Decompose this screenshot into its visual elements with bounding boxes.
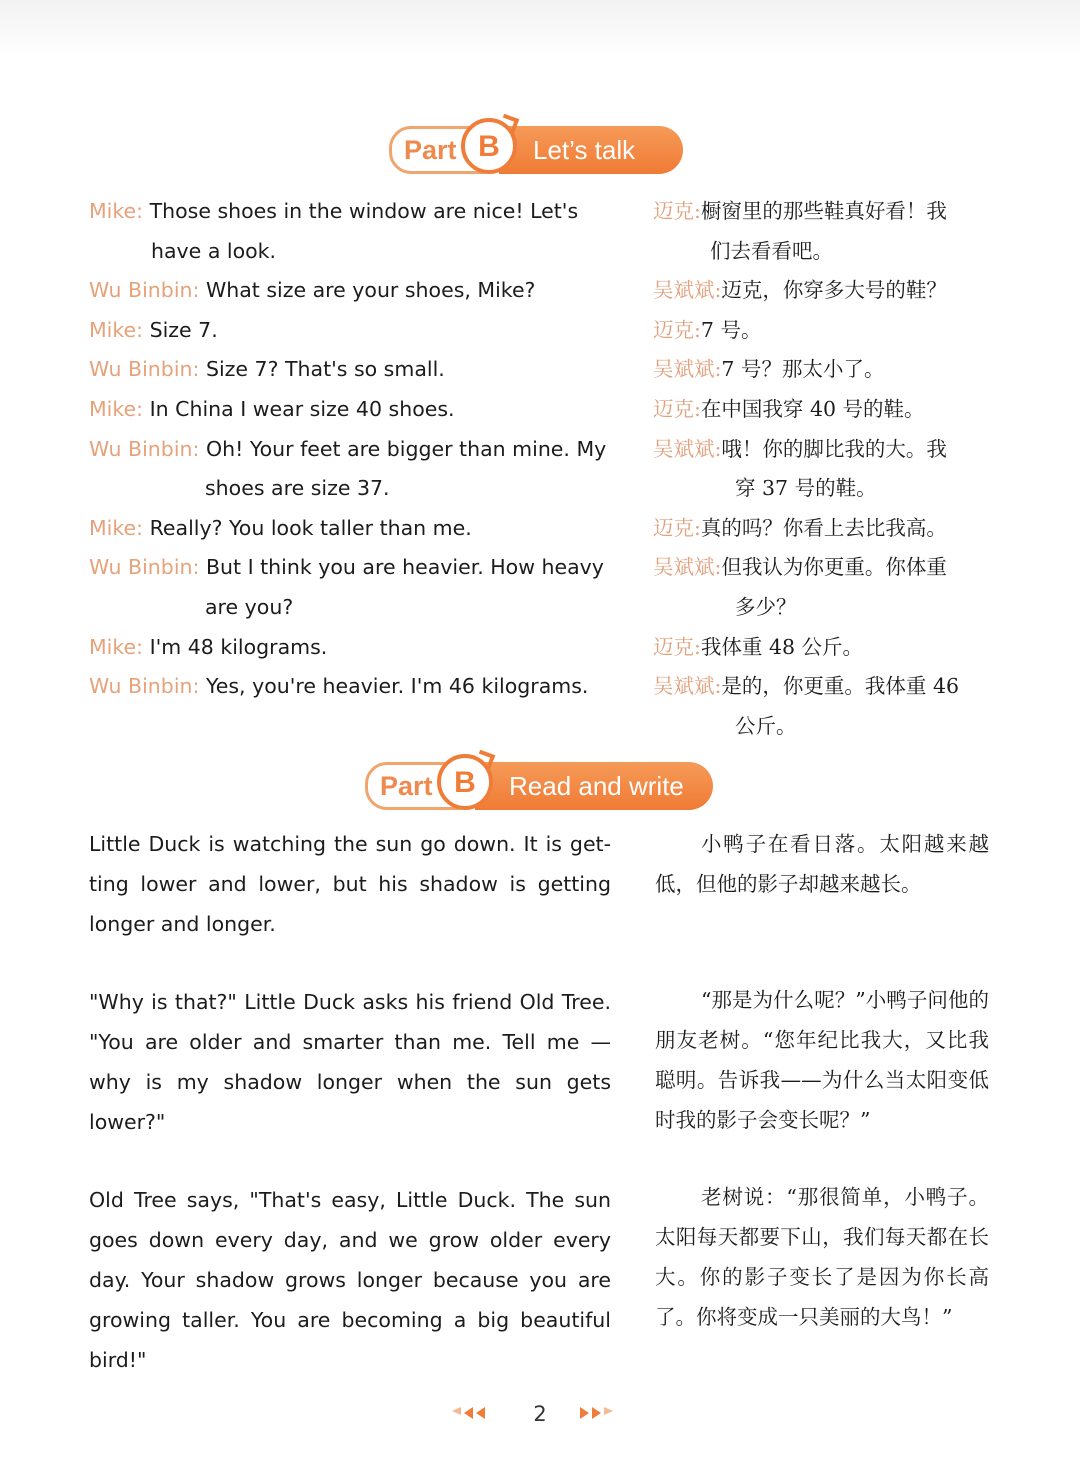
section-banner-read: [365, 754, 715, 814]
dialogue-text: In China I wear size 40 shoes.: [149, 397, 455, 421]
dialogue-text: Yes, you're heavier. I'm 46 kilograms.: [205, 674, 589, 699]
speaker-name: 迈克:: [653, 199, 701, 223]
dialogue-line: [653, 313, 761, 343]
dialogue-continuation: 多少？: [735, 595, 797, 619]
part-label: Part: [389, 126, 504, 174]
dialogue-text: Those shoes in the window are nice! Let's: [149, 199, 579, 223]
reading-translation-2: “那是为什么呢？”小鸭子问他的朋友老树。“您年纪比我大，又比我聪明。告诉我——为什么当太阳变低时我的影子会变长呢？”: [655, 988, 989, 1132]
dialogue-continuation: 公斤。: [735, 713, 797, 738]
dialogue-line: [89, 437, 606, 461]
dialogue-line: [653, 194, 947, 224]
speaker-name: 吴斌斌:: [653, 555, 722, 580]
speaker-name: Mike:: [89, 199, 144, 223]
dialogue-text: 迈克，你穿多大号的鞋？: [721, 278, 947, 303]
dialogue-line: [653, 511, 947, 541]
dialogue-text: But I think you are heavier. How heavy: [205, 555, 604, 580]
reading-translation-1: 小鸭子在看日落。太阳越来越低，但他的影子却越来越长。: [655, 832, 989, 896]
dialogue-text: Size 7? That's so small.: [205, 357, 445, 382]
speaker-name: Wu Binbin:: [89, 555, 200, 580]
section-banner-talk: [389, 118, 683, 178]
speaker-name: Wu Binbin:: [89, 674, 200, 699]
dialogue-continuation: have a look.: [151, 238, 277, 263]
dialogue-continuation: shoes are size 37.: [205, 476, 390, 501]
dialogue-line: [89, 635, 327, 659]
dialogue-continuation: 们去看看吧。: [710, 238, 833, 263]
previous-page-arrows-icon[interactable]: [452, 1407, 485, 1427]
dialogue-continuation: are you?: [205, 595, 294, 619]
speaker-name: 吴斌斌:: [653, 674, 722, 699]
reading-paragraph-3: Old Tree says, "That's easy, Little Duck. The sun goes down every day, and we grow older every day. Your shadow grows longer because you are growing taller. You are becoming a big beautiful bird!": [89, 1188, 611, 1372]
part-letter-badge: B: [437, 754, 493, 810]
dialogue-text: 7 号。: [700, 317, 762, 342]
speaker-name: 吴斌斌:: [653, 278, 722, 303]
dialogue-line: [89, 318, 218, 342]
dialogue-line: [89, 674, 588, 698]
dialogue-text: 我体重 48 公斤。: [700, 634, 864, 659]
dialogue-text: I'm 48 kilograms.: [149, 634, 328, 659]
dialogue-line: [89, 278, 535, 302]
section-title: Let’s talk: [499, 126, 683, 174]
dialogue-text: 橱窗里的那些鞋真好看！我: [700, 199, 947, 223]
dialogue-line: [653, 630, 863, 660]
dialogue-text: 但我认为你更重。你体重: [721, 555, 947, 580]
top-shadow: [0, 0, 1080, 58]
speaker-name: Wu Binbin:: [89, 278, 200, 303]
dialogue-text: What size are your shoes, Mike?: [205, 278, 536, 303]
dialogue-text: 哦！你的脚比我的大。我: [721, 436, 947, 461]
dialogue-continuation: 穿 37 号的鞋。: [735, 476, 877, 501]
speaker-name: 吴斌斌:: [653, 357, 722, 382]
speaker-name: 迈克:: [653, 317, 701, 342]
dialogue-line: [89, 555, 604, 579]
reading-paragraph-2: "Why is that?" Little Duck asks his friend Old Tree. "You are older and smarter than me. Tell me — why is my shadow longer when the sun gets lower?": [89, 990, 611, 1134]
page-number: 2: [533, 1402, 547, 1426]
part-label: Part: [365, 762, 480, 810]
speaker-name: Wu Binbin:: [89, 436, 200, 461]
speaker-name: Wu Binbin:: [89, 357, 200, 382]
dialogue-line: [653, 669, 959, 699]
page-navigation: [0, 1402, 1080, 1432]
dialogue-text: 在中国我穿 40 号的鞋。: [700, 397, 925, 421]
dialogue-text: 7 号？那太小了。: [721, 357, 885, 382]
speaker-name: Mike:: [89, 634, 144, 659]
dialogue-line: [89, 397, 455, 421]
speaker-name: Mike:: [89, 515, 144, 540]
dialogue-line: [653, 273, 947, 303]
speaker-name: Mike:: [89, 317, 144, 342]
dialogue-line: [653, 352, 884, 382]
reading-translation-3: 老树说：“那很简单，小鸭子。太阳每天都要下山，我们每天都在长大。你的影子变长了是因为你长高了。你将变成一只美丽的大鸟！”: [655, 1185, 989, 1329]
dialogue-line: [89, 199, 578, 223]
dialogue-line: [653, 550, 947, 580]
speaker-name: 迈克:: [653, 397, 701, 421]
dialogue-text: 真的吗？你看上去比我高。: [700, 515, 947, 540]
reading-paragraph-1: Little Duck is watching the sun go down. It is get-ting lower and lower, but his shadow is getting longer and longer.: [89, 832, 611, 936]
dialogue-text: Oh! Your feet are bigger than mine. My: [205, 436, 607, 461]
dialogue-text: 是的，你更重。我体重 46: [721, 674, 960, 699]
dialogue-text: Size 7.: [149, 317, 218, 342]
section-title: Read and write: [475, 762, 713, 810]
speaker-name: 迈克:: [653, 515, 701, 540]
part-letter-badge: B: [461, 118, 517, 174]
dialogue-line: [653, 432, 947, 462]
next-page-arrows-icon[interactable]: [580, 1407, 613, 1427]
dialogue-line: [89, 357, 445, 381]
dialogue-line: [653, 392, 925, 422]
dialogue-text: Really? You look taller than me.: [149, 515, 472, 540]
speaker-name: Mike:: [89, 397, 144, 421]
dialogue-line: [89, 516, 472, 540]
speaker-name: 迈克:: [653, 634, 701, 659]
speaker-name: 吴斌斌:: [653, 436, 722, 461]
